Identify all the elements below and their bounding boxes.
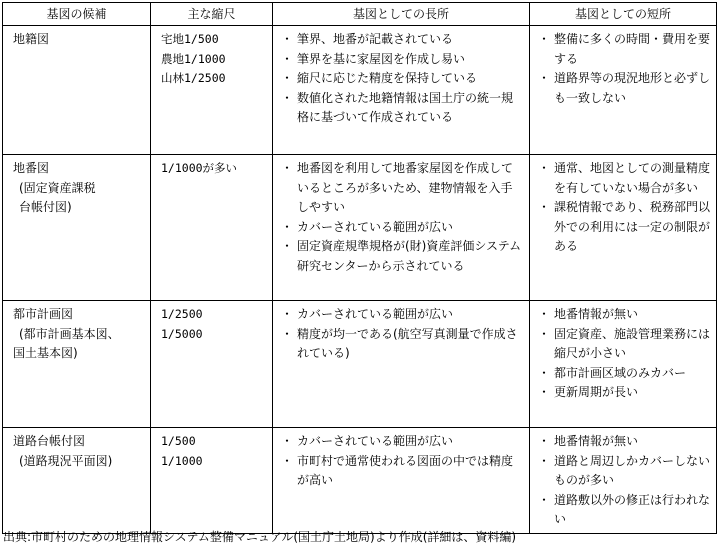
source-note: 出典:市町村のための地理情報システム整備マニュアル(国土庁土地局)より作成(詳細は、資料編) <box>3 530 517 544</box>
scale-value: 農地1/1000 <box>161 51 226 66</box>
candidate-cell <box>3 301 151 428</box>
candidate-subname: (固定資産課税 <box>19 180 96 195</box>
scale-cell <box>151 26 273 155</box>
candidate-name: 都市計画図 <box>13 307 74 321</box>
header-cons: 基図としての短所 <box>530 3 717 26</box>
pro-item: ・ 地番図を利用して地番家屋図を作成しているところが多いため、建物情報を入手しやすい <box>281 159 523 218</box>
table-row <box>3 26 717 155</box>
candidate-cell <box>3 155 151 301</box>
candidate-subname: 台帳付図) <box>19 200 72 215</box>
scale-value: 山林1/2500 <box>161 71 226 86</box>
pro-item: ・ カバーされている範囲が広い <box>281 218 523 238</box>
con-item: ・ 都市計画区域のみカバー <box>538 364 710 384</box>
con-item: ・ 固定資産、施設管理業務には縮尺が小さい <box>538 325 710 364</box>
pro-item: ・ 筆界、地番が記載されている <box>281 30 523 50</box>
con-item: ・ 道路界等の現況地形と必ずしも一致しない <box>538 69 710 108</box>
con-item: ・ 道路と周辺しかカバーしないものが多い <box>538 452 710 491</box>
pro-item: ・ 精度が均一である(航空写真測量で作成されている) <box>281 325 523 364</box>
candidate-name: 道路台帳付図 <box>13 434 86 448</box>
candidate-cell <box>3 428 151 534</box>
pros-cell <box>273 155 530 301</box>
con-item: ・ 整備に多くの時間・費用を要する <box>538 30 710 69</box>
scale-value: 1/5000 <box>161 326 203 341</box>
cons-cell <box>530 428 717 534</box>
pro-item: ・ カバーされている範囲が広い <box>281 432 523 452</box>
cons-cell <box>530 155 717 301</box>
table-row <box>3 428 717 534</box>
scale-value: 1/500 <box>161 434 196 448</box>
cons-cell <box>530 301 717 428</box>
con-item: ・ 更新周期が長い <box>538 383 710 403</box>
comparison-table <box>2 2 717 534</box>
header-row <box>3 3 717 26</box>
candidate-subname: (道路現況平面図) <box>19 453 113 468</box>
table-row <box>3 155 717 301</box>
candidate-name: 地番図 <box>13 161 50 175</box>
scale-value: 1/2500 <box>161 307 203 321</box>
candidate-name: 地籍図 <box>13 32 50 46</box>
scale-value: 宅地1/500 <box>161 32 219 46</box>
table-row <box>3 301 717 428</box>
candidate-subname: 国土基本図) <box>13 346 78 361</box>
scale-cell <box>151 155 273 301</box>
con-item: ・ 地番情報が無い <box>538 305 710 325</box>
header-candidate: 基図の候補 <box>3 3 151 26</box>
pro-item: ・ カバーされている範囲が広い <box>281 305 523 325</box>
pro-item: ・ 筆界を基に家屋図を作成し易い <box>281 50 523 70</box>
scale-cell <box>151 428 273 534</box>
pros-cell <box>273 428 530 534</box>
header-scale: 主な縮尺 <box>151 3 273 26</box>
scale-cell <box>151 301 273 428</box>
con-item: ・ 通常、地図としての測量精度を有していない場合が多い <box>538 159 710 198</box>
candidate-cell <box>3 26 151 155</box>
pros-cell <box>273 301 530 428</box>
scale-value: 1/1000が多い <box>161 161 238 175</box>
pro-item: ・ 固定資産規準規格が(財)資産評価システム研究センターから示されている <box>281 237 523 276</box>
scale-value: 1/1000 <box>161 453 203 468</box>
con-item: ・ 地番情報が無い <box>538 432 710 452</box>
pro-item: ・ 数値化された地籍情報は国土庁の統一規格に基づいて作成されている <box>281 89 523 128</box>
cons-cell <box>530 26 717 155</box>
con-item: ・ 課税情報であり、税務部門以外での利用には一定の制限がある <box>538 198 710 257</box>
pros-cell <box>273 26 530 155</box>
candidate-subname: (都市計画基本図、 <box>19 326 120 341</box>
header-pros: 基図としての長所 <box>273 3 530 26</box>
con-item: ・ 道路敷以外の修正は行われない <box>538 491 710 530</box>
pro-item: ・ 市町村で通常使われる図面の中では精度が高い <box>281 452 523 491</box>
pro-item: ・ 縮尺に応じた精度を保持している <box>281 69 523 89</box>
